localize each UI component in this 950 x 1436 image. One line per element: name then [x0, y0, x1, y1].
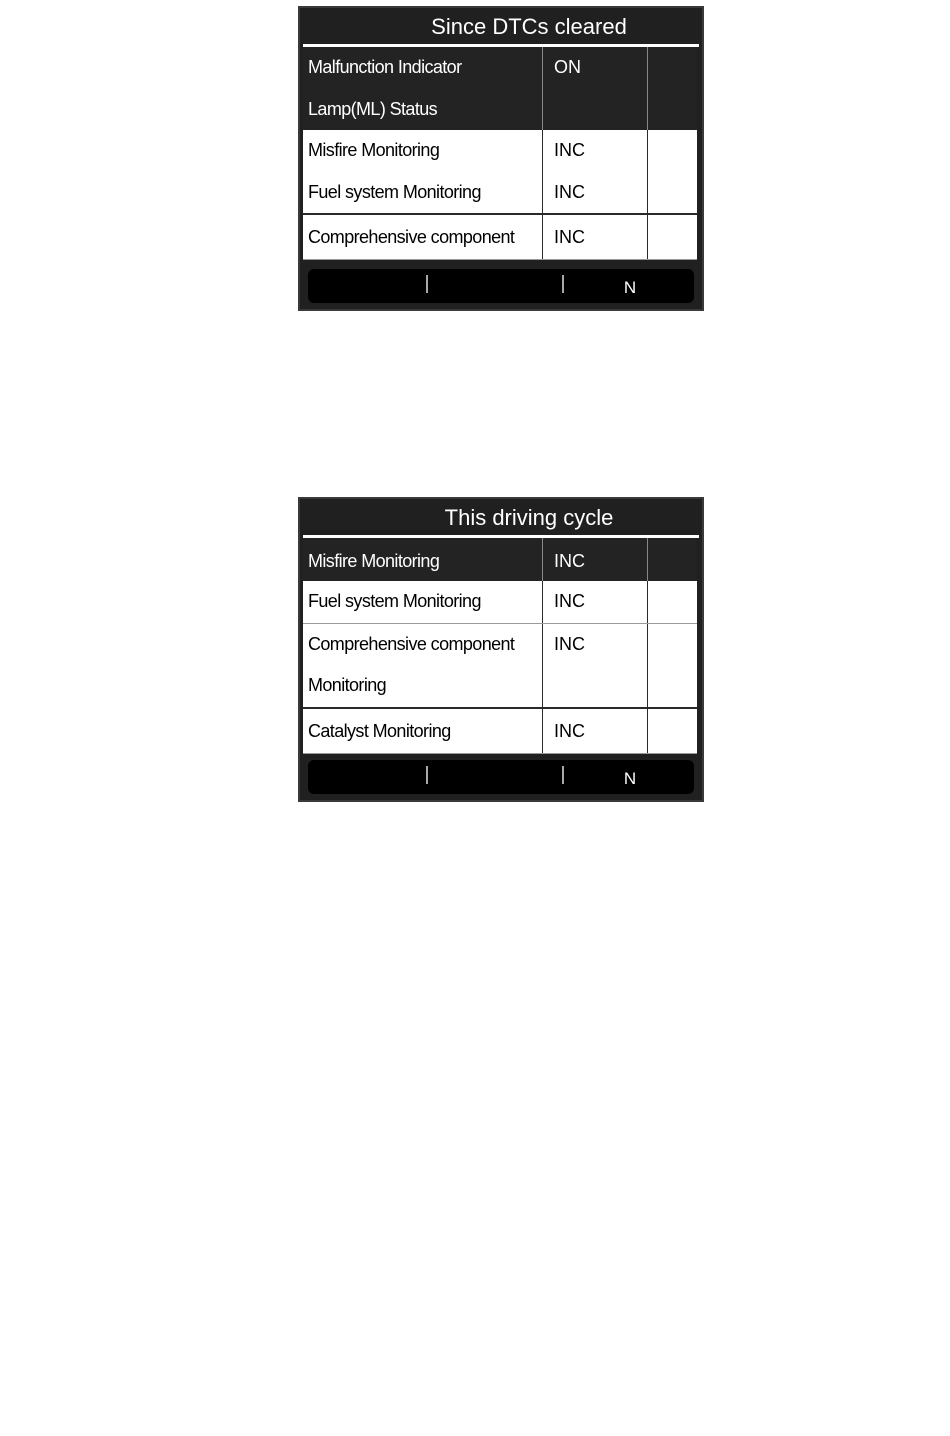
monitor-status-cell [543, 581, 648, 623]
unit-cell [648, 709, 697, 753]
monitor-name: Fuel system Monitoring [308, 181, 481, 202]
monitor-name: Comprehensive component [308, 227, 515, 247]
table-row[interactable] [303, 130, 697, 215]
monitor-status-cell [543, 47, 648, 130]
scrollbar-thumb[interactable] [696, 47, 700, 89]
monitor-status-cell [543, 130, 648, 213]
screen-title: This driving cycle [444, 505, 614, 530]
unit-cell [648, 624, 697, 707]
next-page-button[interactable]: N [623, 769, 637, 788]
monitor-name: Comprehensive component [308, 633, 515, 654]
unit-cell [648, 47, 697, 130]
bottom-toolbar [308, 269, 694, 303]
table-row[interactable] [303, 581, 697, 624]
monitor-name-cell [303, 538, 543, 581]
monitor-status-cell [543, 538, 648, 581]
monitor-name: Fuel system Monitoring [308, 591, 481, 611]
monitor-status: INC [554, 227, 585, 247]
monitor-name-cell [303, 47, 543, 130]
monitor-name: Monitoring [308, 675, 387, 695]
monitor-status: INC [554, 591, 585, 611]
unit-cell [648, 130, 697, 213]
unit-cell [648, 581, 697, 623]
monitor-name-cell [303, 581, 543, 623]
monitor-status-cell [543, 709, 648, 753]
toolbar-separator [426, 766, 428, 784]
unit-cell [648, 215, 697, 259]
monitor-status-cell [543, 215, 648, 259]
bottom-toolbar [308, 760, 694, 794]
screen-title: Since DTCs cleared [431, 14, 627, 39]
next-page-button[interactable]: N [623, 278, 637, 297]
screen-this-driving-cycle [298, 497, 704, 802]
monitor-name: Lamp(ML) Status [308, 98, 438, 119]
monitor-status: INC [554, 140, 585, 160]
monitor-name: Misfire Monitoring [308, 551, 440, 571]
monitor-name: Malfunction Indicator [308, 57, 462, 77]
table-row[interactable] [303, 215, 697, 260]
toolbar-separator [426, 275, 428, 293]
monitor-table [303, 47, 697, 260]
monitor-status: INC [554, 633, 585, 654]
toolbar-separator [562, 766, 564, 784]
monitor-status-cell [543, 624, 648, 707]
unit-cell [648, 538, 697, 581]
scrollbar-thumb[interactable] [696, 538, 700, 580]
table-row[interactable] [303, 47, 697, 130]
monitor-name-cell [303, 624, 543, 707]
toolbar-separator [562, 275, 564, 293]
table-row[interactable] [303, 538, 697, 581]
monitor-name: Catalyst Monitoring [308, 720, 451, 741]
table-row[interactable] [303, 709, 697, 754]
monitor-name: Misfire Monitoring [308, 140, 440, 160]
monitor-status: ON [554, 57, 581, 77]
monitor-name-cell [303, 215, 543, 259]
monitor-status: INC [554, 720, 585, 741]
monitor-status: INC [554, 181, 585, 202]
monitor-name-cell [303, 709, 543, 753]
monitor-name-cell [303, 130, 543, 213]
table-row[interactable] [303, 624, 697, 709]
monitor-status: INC [554, 551, 585, 571]
monitor-table [303, 538, 697, 754]
screen-since-dtcs-cleared [298, 6, 704, 311]
